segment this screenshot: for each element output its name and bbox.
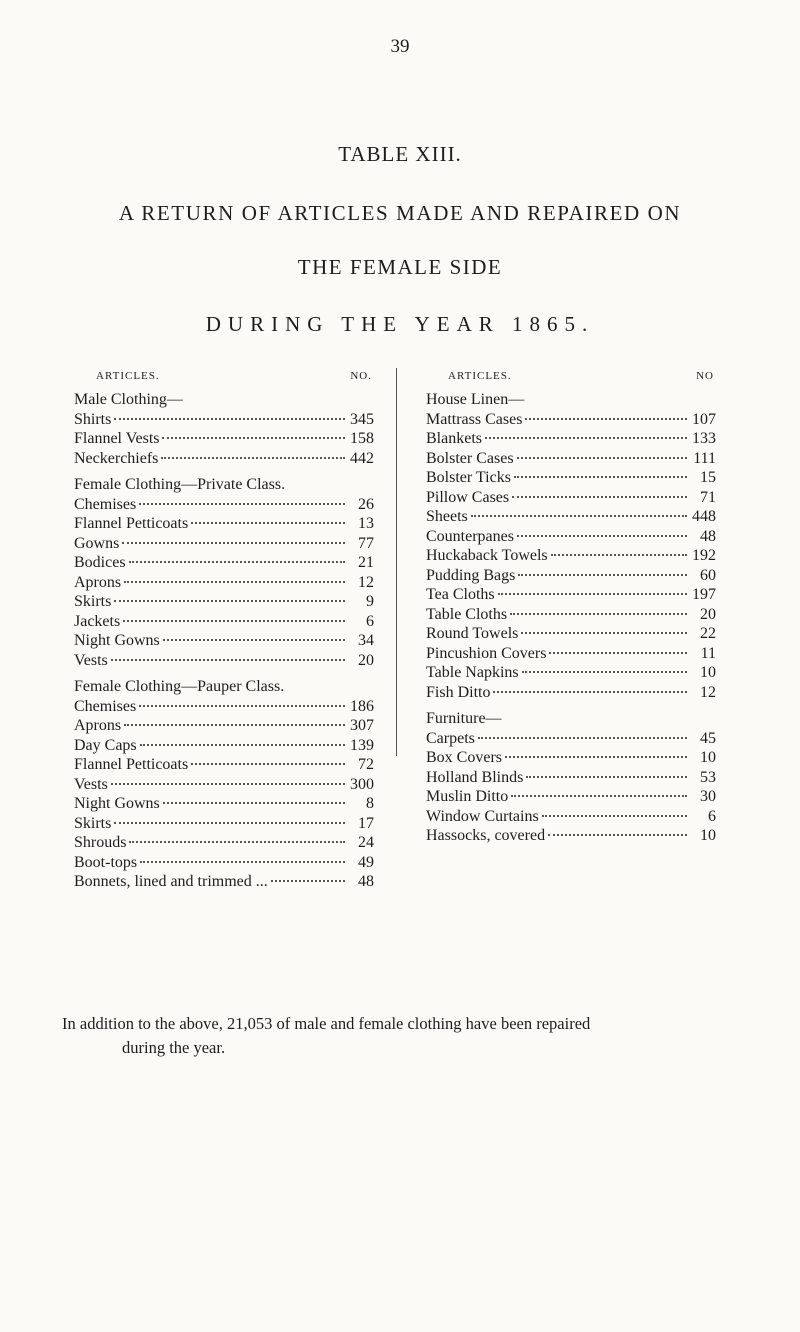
article-label: Aprons (74, 717, 122, 734)
dot-leader (498, 593, 687, 595)
dot-leader (123, 620, 345, 622)
dot-leader (271, 880, 345, 882)
article-count: 24 (358, 834, 374, 851)
group-title: Furniture— (426, 710, 502, 727)
article-count: 53 (700, 768, 716, 786)
article-count: 197 (692, 586, 716, 603)
item-group (74, 677, 374, 892)
article-label: Bodices (74, 554, 126, 571)
article-label: Boot-tops (74, 853, 138, 871)
article-count: 300 (350, 775, 374, 793)
dot-leader (114, 600, 345, 602)
article-count: 77 (358, 534, 374, 552)
dot-leader (124, 581, 345, 583)
group-title: House Linen— (426, 391, 525, 408)
dot-leader (514, 476, 687, 478)
article-count: 22 (700, 625, 716, 642)
article-label: Holland Blinds (426, 768, 524, 786)
article-count: 48 (358, 873, 374, 890)
dot-leader (525, 418, 687, 420)
page-number: 39 (390, 36, 410, 57)
table-row (426, 468, 716, 488)
dot-leader (163, 639, 345, 641)
dot-leader (521, 632, 687, 634)
table-row (426, 768, 716, 788)
dot-leader (140, 861, 345, 863)
articles-header: ARTICLES. (96, 370, 160, 382)
article-label: Huckaback Towels (426, 547, 548, 564)
article-label: Pincushion Covers (426, 644, 547, 662)
article-count: 8 (366, 795, 374, 812)
article-label: Fish Ditto (426, 683, 491, 701)
dot-leader (493, 691, 687, 693)
table-row (426, 566, 716, 586)
article-label: Gowns (74, 534, 120, 552)
dot-leader (139, 705, 345, 707)
dot-leader (548, 834, 687, 836)
dot-leader (526, 776, 687, 778)
article-label: Window Curtains (426, 807, 539, 825)
article-label: Flannel Petticoats (74, 756, 189, 773)
group-title: Male Clothing— (74, 391, 183, 408)
article-label: Hassocks, covered (426, 827, 546, 844)
table-row (426, 585, 716, 605)
articles-header: ARTICLES. (448, 370, 512, 382)
article-count: 20 (700, 605, 716, 623)
dot-leader (114, 418, 345, 420)
dot-leader (551, 554, 687, 556)
dot-leader (114, 822, 345, 824)
heading-line-1: A RETURN OF ARTICLES MADE AND REPAIRED ON (118, 201, 682, 225)
article-label: Pudding Bags (426, 566, 516, 584)
dot-leader (139, 503, 345, 505)
article-count: 20 (358, 651, 374, 669)
table-row (426, 449, 716, 469)
table-row (74, 716, 374, 736)
left-column (74, 368, 374, 899)
footnote-line-1: In addition to the above, 21,053 of male and female clothing have been repaired (62, 1014, 591, 1033)
article-label: Night Gowns (74, 795, 160, 812)
article-label: Chemises (74, 697, 137, 715)
right-column-header (426, 368, 716, 390)
article-label: Carpets (426, 729, 475, 747)
table-row (74, 651, 374, 671)
table-row (426, 488, 716, 508)
table-row (426, 729, 716, 749)
article-label: Day Caps (74, 736, 137, 754)
table-row (74, 514, 374, 534)
article-count: 10 (700, 664, 716, 681)
left-column-header (74, 368, 374, 390)
article-count: 34 (358, 632, 374, 649)
article-count: 133 (692, 430, 716, 447)
article-label: Shirts (74, 410, 112, 428)
article-label: Vests (74, 775, 108, 793)
column-divider (396, 368, 397, 756)
article-label: Night Gowns (74, 632, 160, 649)
article-count: 13 (358, 515, 374, 532)
article-label: Neckerchiefs (74, 449, 159, 467)
table-row (74, 631, 374, 651)
article-count: 448 (692, 508, 716, 525)
article-count: 10 (700, 827, 716, 844)
article-count: 12 (358, 573, 374, 591)
table-row (74, 612, 374, 632)
dot-leader (129, 561, 345, 563)
item-group (74, 475, 374, 670)
article-label: Bolster Ticks (426, 469, 511, 486)
article-count: 6 (708, 807, 716, 825)
article-label: Vests (74, 651, 108, 669)
table-row (426, 605, 716, 625)
article-count: 15 (700, 469, 716, 486)
article-count: 307 (350, 717, 374, 734)
table-row (74, 449, 374, 469)
dot-leader (485, 437, 687, 439)
table-row (426, 624, 716, 644)
table-row (74, 573, 374, 593)
article-label: Table Napkins (426, 664, 519, 681)
article-label: Muslin Ditto (426, 788, 509, 805)
table-row (74, 755, 374, 775)
article-label: Flannel Petticoats (74, 515, 189, 532)
article-count: 17 (358, 814, 374, 832)
article-count: 158 (350, 430, 374, 447)
article-count: 186 (350, 697, 374, 715)
article-label: Pillow Cases (426, 488, 510, 506)
dot-leader (191, 763, 345, 765)
table-row (74, 495, 374, 515)
article-count: 9 (366, 593, 374, 610)
dot-leader (549, 652, 687, 654)
article-label: Aprons (74, 573, 122, 591)
dot-leader (511, 795, 687, 797)
article-count: 48 (700, 527, 716, 545)
article-label: Shrouds (74, 834, 127, 851)
table-row (74, 775, 374, 795)
article-count: 6 (366, 612, 374, 630)
table-row (74, 592, 374, 612)
table-row (426, 683, 716, 703)
article-count: 45 (700, 729, 716, 747)
article-count: 72 (358, 756, 374, 773)
article-count: 49 (358, 853, 374, 871)
dot-leader (518, 574, 687, 576)
table-row (426, 826, 716, 846)
dot-leader (522, 671, 687, 673)
dot-leader (124, 724, 345, 726)
dot-leader (478, 737, 687, 739)
item-group (426, 390, 716, 702)
dot-leader (162, 437, 345, 439)
item-group (74, 390, 374, 468)
table-row (74, 410, 374, 430)
article-label: Blankets (426, 430, 482, 447)
dot-leader (512, 496, 687, 498)
article-label: Jackets (74, 612, 121, 630)
table-row (74, 736, 374, 756)
dot-leader (163, 802, 345, 804)
article-count: 11 (700, 644, 716, 662)
article-count: 139 (350, 736, 374, 754)
article-count: 21 (358, 554, 374, 571)
dot-leader (542, 815, 687, 817)
dot-leader (471, 515, 687, 517)
dot-leader (129, 841, 345, 843)
article-count: 192 (692, 547, 716, 564)
dot-leader (140, 744, 345, 746)
table-row (74, 814, 374, 834)
article-count: 60 (700, 566, 716, 584)
table-title: TABLE XIII. (338, 142, 462, 166)
dot-leader (517, 535, 687, 537)
number-header: NO. (350, 370, 372, 382)
right-column (426, 368, 716, 853)
article-label: Chemises (74, 495, 137, 513)
group-title: Female Clothing—Private Class. (74, 476, 286, 493)
article-label: Skirts (74, 593, 112, 610)
dot-leader (111, 783, 345, 785)
dot-leader (510, 613, 687, 615)
article-label: Round Towels (426, 625, 519, 642)
dot-leader (161, 457, 345, 459)
article-count: 345 (350, 410, 374, 428)
article-label: Table Cloths (426, 605, 508, 623)
article-count: 107 (692, 410, 716, 428)
dot-leader (505, 756, 687, 758)
table-row (74, 534, 374, 554)
table-row (426, 748, 716, 768)
article-count: 111 (693, 449, 716, 467)
table-row (74, 853, 374, 873)
table-row (426, 527, 716, 547)
table-row (426, 546, 716, 566)
article-label: Box Covers (426, 749, 502, 766)
number-header: NO (696, 370, 714, 382)
article-count: 10 (700, 749, 716, 766)
dot-leader (191, 522, 345, 524)
article-count: 12 (700, 683, 716, 701)
table-row (74, 697, 374, 717)
dot-leader (111, 659, 345, 661)
article-count: 30 (700, 788, 716, 805)
article-label: Counterpanes (426, 527, 514, 545)
item-group (426, 709, 716, 846)
table-row (426, 807, 716, 827)
article-label: Skirts (74, 814, 112, 832)
table-row (426, 787, 716, 807)
article-count: 26 (358, 495, 374, 513)
article-label: Sheets (426, 508, 468, 525)
table-row (74, 794, 374, 814)
table-row (426, 507, 716, 527)
table-row (426, 644, 716, 664)
article-label: Tea Cloths (426, 586, 495, 603)
article-count: 442 (350, 449, 374, 467)
dot-leader (122, 542, 345, 544)
footnote (62, 1012, 752, 1060)
group-title: Female Clothing—Pauper Class. (74, 678, 285, 695)
article-label: Bonnets, lined and trimmed ... (74, 873, 268, 890)
article-label: Mattrass Cases (426, 410, 523, 428)
table-row (426, 663, 716, 683)
table-row (426, 410, 716, 430)
table-row (74, 429, 374, 449)
article-count: 71 (700, 488, 716, 506)
table-row (74, 553, 374, 573)
table-row (74, 833, 374, 853)
article-label: Flannel Vests (74, 430, 160, 447)
table-row (426, 429, 716, 449)
dot-leader (517, 457, 687, 459)
heading-line-2: THE FEMALE SIDE (297, 255, 503, 279)
table-row (74, 872, 374, 892)
article-label: Bolster Cases (426, 449, 514, 467)
heading-line-3: DURING THE YEAR 1865. (205, 312, 595, 336)
footnote-line-2: during the year. (122, 1038, 226, 1057)
